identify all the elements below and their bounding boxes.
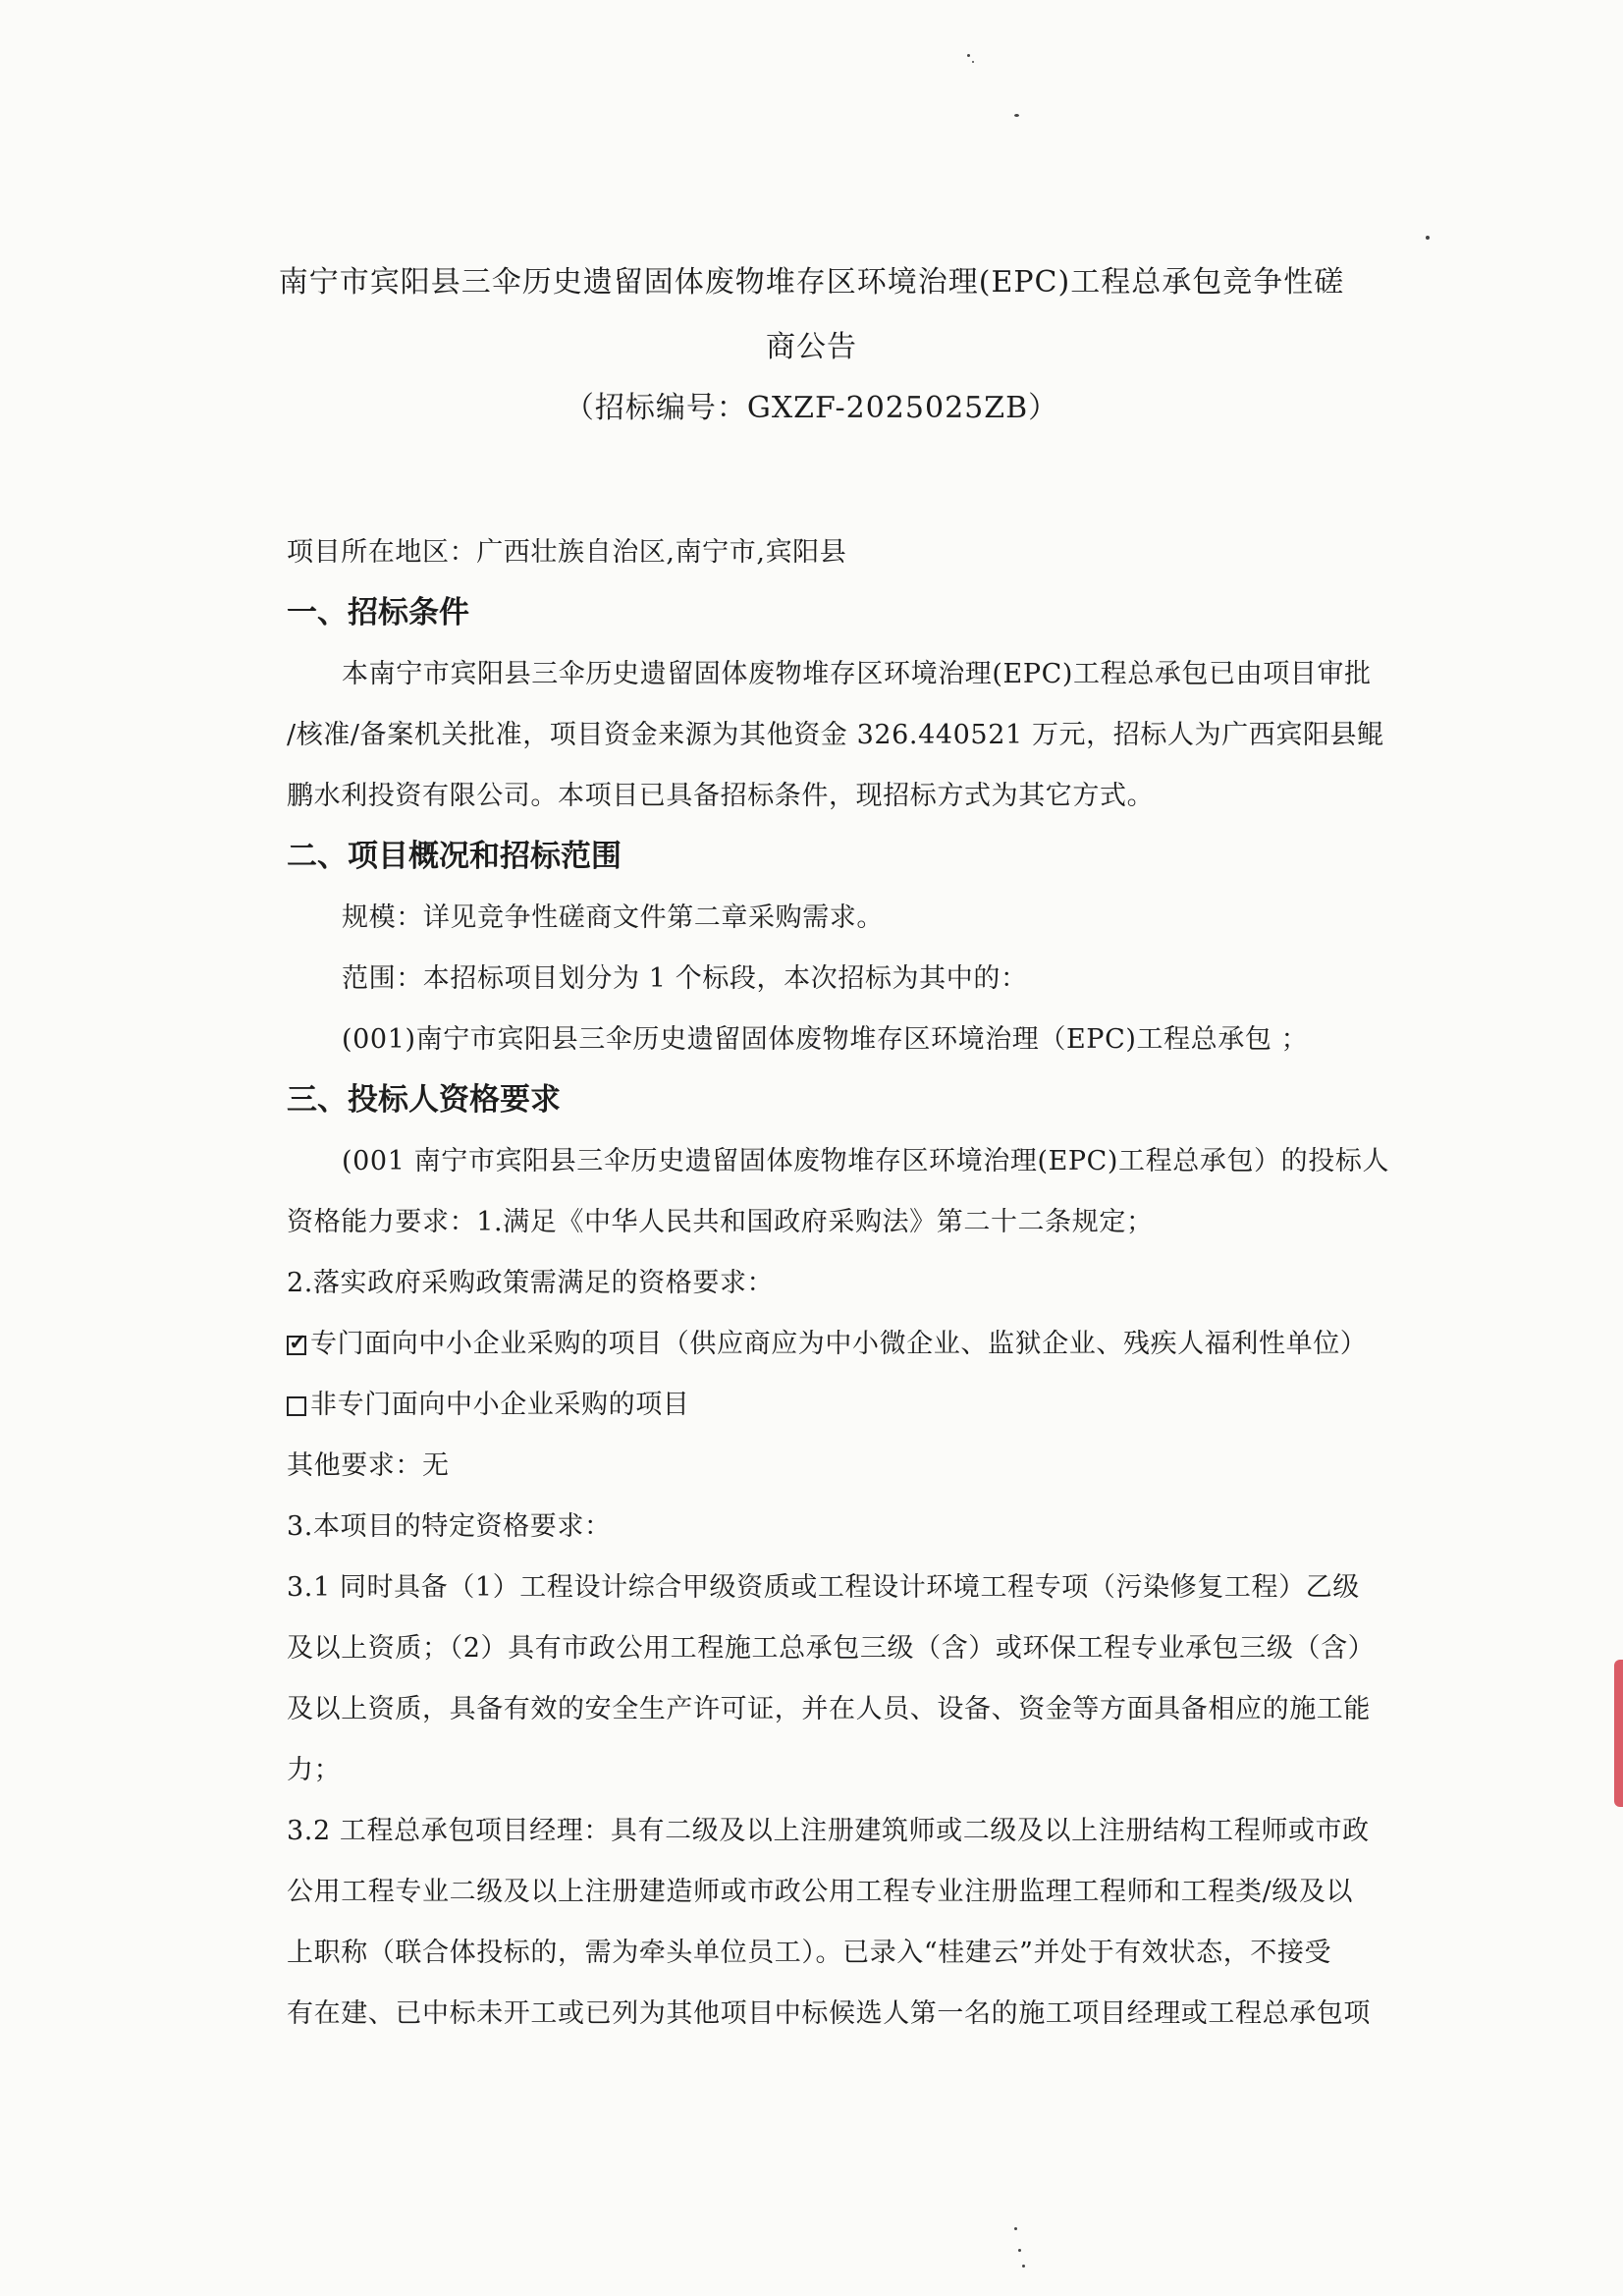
section-1-heading: 一、招标条件 (287, 595, 469, 630)
project-scale: 规模：详见竞争性磋商文件第二章采购需求。 (342, 902, 884, 933)
requirement-3-2-line: 有在建、已中标未开工或已列为其他项目中标候选人第一名的施工项目经理或工程总承包项 (287, 1998, 1371, 2029)
project-lot: (001)南宁市宾阳县三伞历史遗留固体废物堆存区环境治理（EPC)工程总承包 ； (342, 1024, 1309, 1055)
scan-speck (967, 54, 970, 57)
scan-speck (1014, 114, 1019, 117)
requirement-3-1-line: 力； (287, 1755, 342, 1785)
scan-speck (1014, 2227, 1017, 2230)
requirement-3-1-line: 及以上资质；（2）具有市政公用工程施工总承包三级（含）或环保工程专业承包三级（含） (287, 1633, 1376, 1664)
document-title-line-2: 商公告 (766, 330, 857, 364)
scan-speck (972, 61, 974, 63)
section-3-paragraph-line: 资格能力要求：1.满足《中华人民共和国政府采购法》第二十二条规定； (287, 1207, 1154, 1237)
project-location: 项目所在地区：广西壮族自治区,南宁市,宾阳县 (287, 537, 847, 568)
section-1-paragraph-line: /核准/备案机关批准，项目资金来源为其他资金 326.440521 万元，招标人为广西宾阳县鲲 (287, 720, 1384, 750)
section-2-heading: 二、项目概况和招标范围 (287, 839, 622, 874)
sme-option-checked (287, 1322, 1367, 1360)
requirement-3-2-line: 公用工程专业二级及以上注册建造师或市政公用工程专业注册监理工程师和工程类/级及以 (287, 1877, 1354, 1907)
checked-box-icon (287, 1336, 306, 1355)
specific-requirements-heading: 3.本项目的特定资格要求： (287, 1511, 612, 1542)
project-range: 范围：本招标项目划分为 1 个标段，本次招标为其中的： (342, 963, 1028, 994)
section-1-paragraph-line: 鹏水利投资有限公司。本项目已具备招标条件，现招标方式为其它方式。 (287, 781, 1155, 811)
section-1-paragraph-line: 本南宁市宾阳县三伞历史遗留固体废物堆存区环境治理(EPC)工程总承包已由项目审批 (342, 659, 1372, 689)
sme-option-unchecked-label: 非专门面向中小企业采购的项目 (310, 1390, 690, 1420)
other-requirements: 其他要求：无 (287, 1450, 450, 1481)
requirement-3-2-line: 上职称（联合体投标的，需为牵头单位员工）。已录入“桂建云”并处于有效状态，不接受 (287, 1938, 1332, 1968)
unchecked-box-icon (287, 1396, 306, 1416)
document-title-line-1: 南宁市宾阳县三伞历史遗留固体废物堆存区环境治理(EPC)工程总承包竞争性磋 (278, 265, 1345, 300)
seal-edge-mark (1614, 1660, 1623, 1807)
requirement-3-1-line: 及以上资质，具备有效的安全生产许可证，并在人员、设备、资金等方面具备相应的施工能 (287, 1694, 1371, 1724)
sme-option-checked-label: 专门面向中小企业采购的项目（供应商应为中小微企业、监狱企业、残疾人福利性单位） (310, 1329, 1368, 1359)
section-3-paragraph-line: 2.落实政府采购政策需满足的资格要求： (287, 1268, 775, 1298)
requirement-3-1-line: 3.1 同时具备（1）工程设计综合甲级资质或工程设计环境工程专项（污染修复工程）乙级 (287, 1572, 1360, 1603)
section-3-paragraph-line: (001 南宁市宾阳县三伞历史遗留固体废物堆存区环境治理(EPC)工程总承包）的投标人 (342, 1146, 1390, 1176)
tender-number: （招标编号：GXZF-2025025ZB） (564, 391, 1059, 425)
scan-speck (1018, 2249, 1021, 2252)
requirement-3-2-line: 3.2 工程总承包项目经理：具有二级及以上注册建筑师或二级及以上注册结构工程师或市政 (287, 1816, 1370, 1846)
scan-speck (1022, 2265, 1025, 2268)
section-3-heading: 三、投标人资格要求 (287, 1082, 561, 1118)
sme-option-unchecked (287, 1383, 1367, 1421)
scan-speck (1426, 236, 1430, 240)
